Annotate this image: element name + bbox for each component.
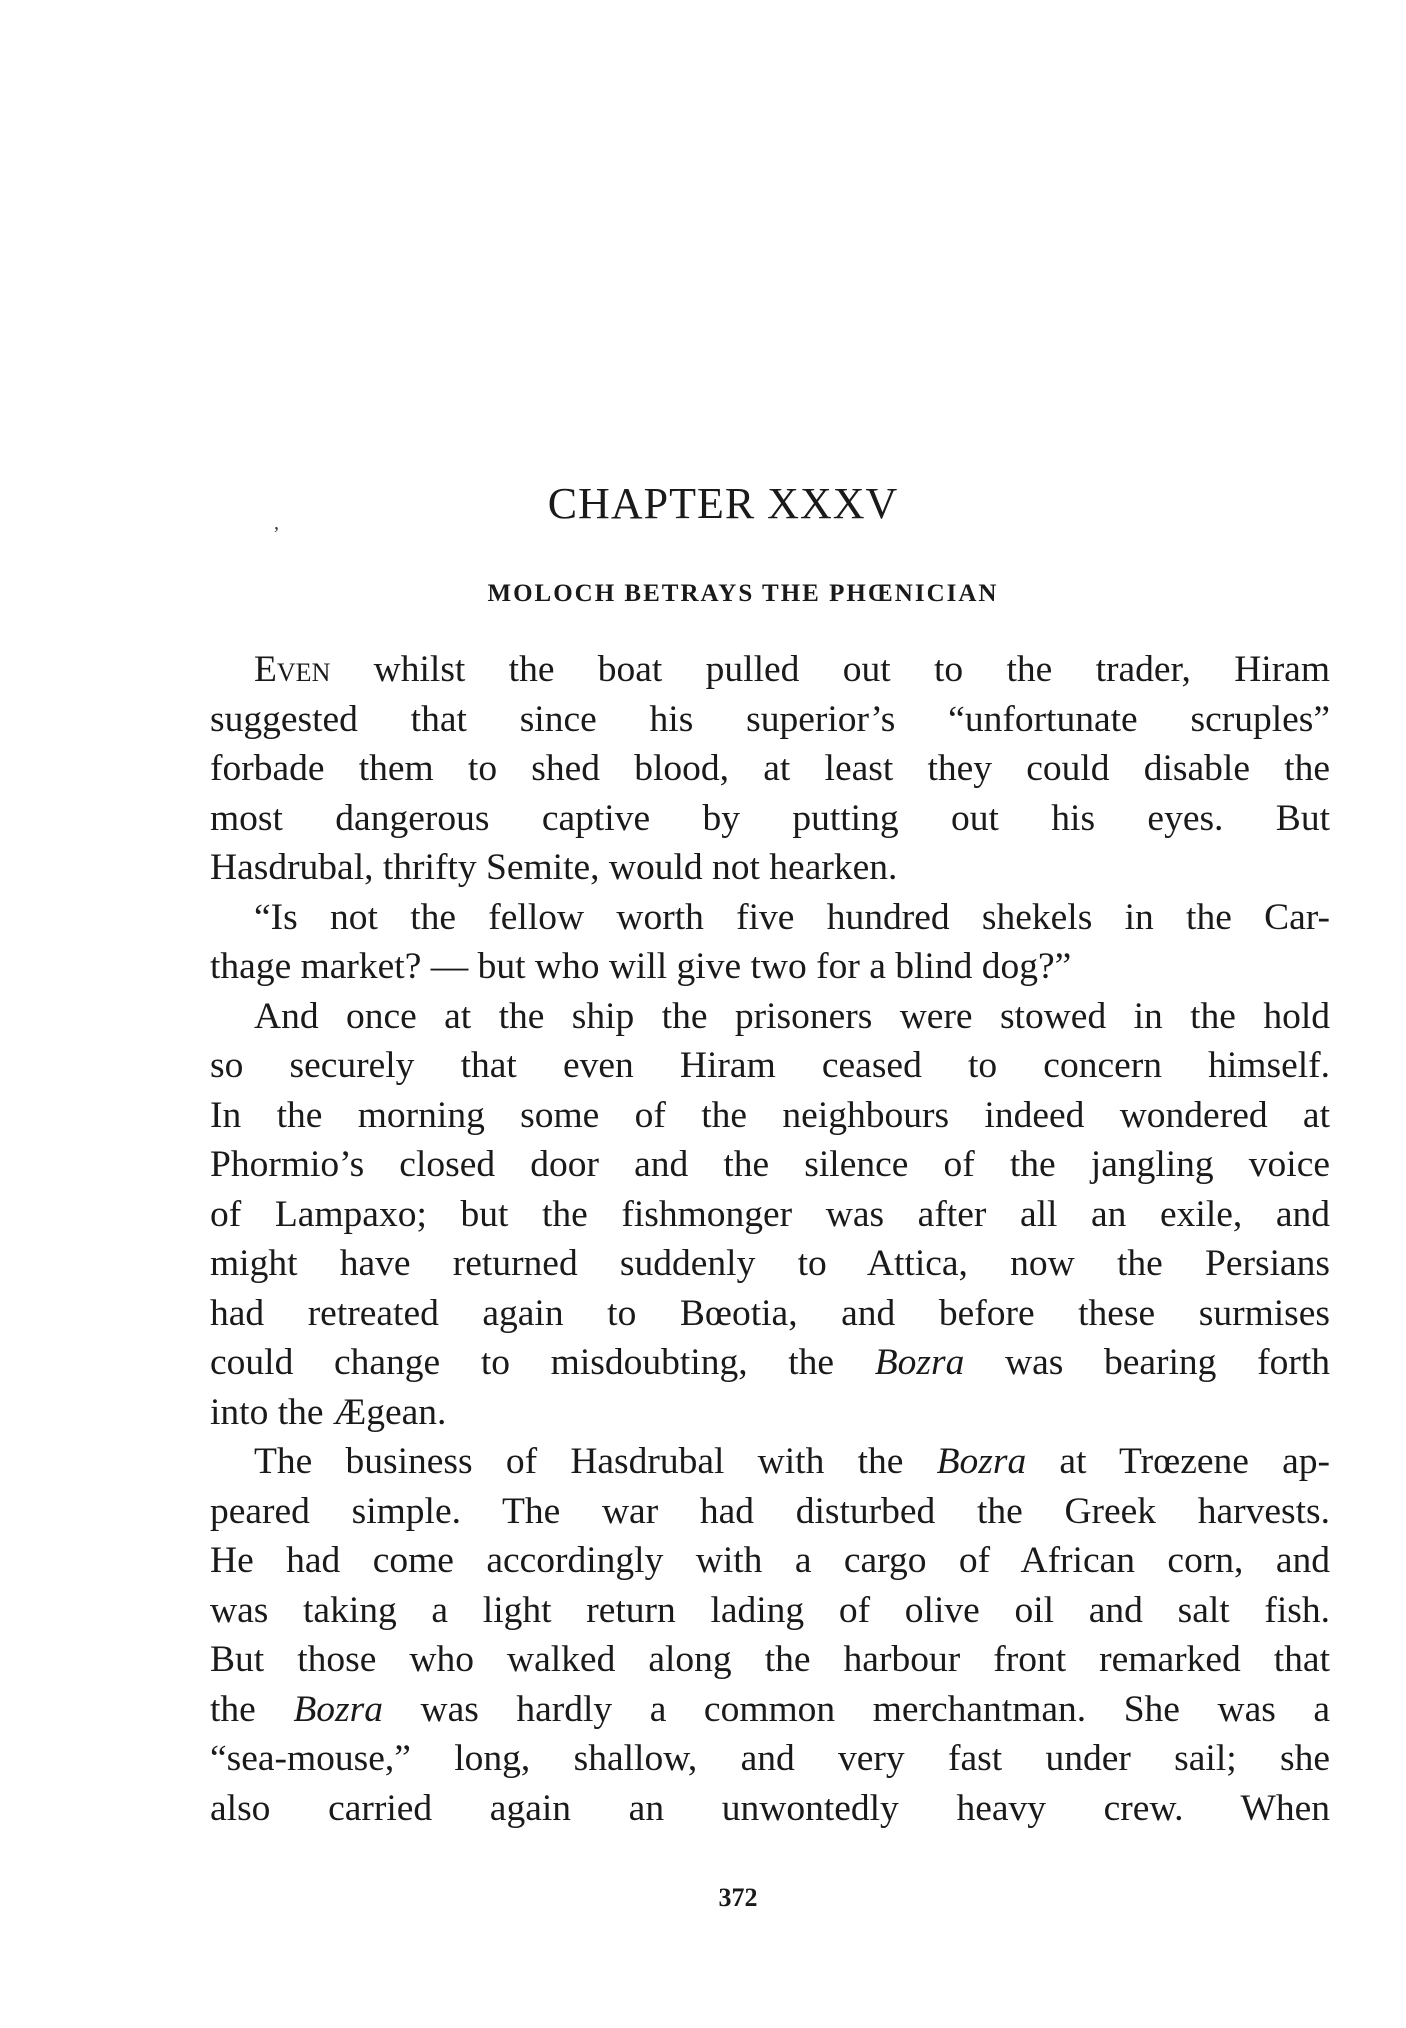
ship-name: Bozra — [936, 1441, 1027, 1482]
text-line: “Is not the fellow worth five hundred shekels in the Car- — [254, 896, 1330, 938]
text-line: might have returned suddenly to Attica, now the Persians — [210, 1243, 1330, 1284]
ship-name: Bozra — [874, 1342, 965, 1383]
text-line: had retreated again to Bœotia, and before these surmises — [210, 1292, 1330, 1334]
text-line-content: could change to misdoubting, the — [210, 1342, 875, 1383]
text-line: And once at the ship the prisoners were stowed in the hold — [254, 995, 1330, 1037]
ship-name: Bozra — [293, 1688, 383, 1730]
text-line: forbade them to shed blood, at least they could disable the — [210, 748, 1330, 789]
chapter-title: CHAPTER XXXV — [547, 479, 899, 528]
text-line-content: at Trœzene ap- — [1026, 1441, 1330, 1482]
text-line — [210, 1685, 1330, 1735]
text-line: into the Ægean. — [210, 1391, 447, 1433]
text-line: thage market? — but who will give two for a blind dog?” — [210, 946, 1072, 987]
text-line — [210, 645, 1330, 695]
text-line-content: was bearing forth — [964, 1342, 1330, 1383]
text-line: was taking a light return lading of olive oil and salt fish. — [210, 1589, 1330, 1631]
chapter-subtitle: MOLOCH BETRAYS THE PHŒNICIAN — [487, 580, 999, 607]
text-line: suggested that since his superior’s “unfortunate scruples” — [210, 698, 1330, 740]
text-line: peared simple. The war had disturbed the Greek harvests. — [210, 1490, 1330, 1532]
drop-word: Even — [254, 649, 331, 690]
text-line: In the morning some of the neighbours indeed wondered at — [210, 1094, 1330, 1136]
text-line: so securely that even Hiram ceased to concern himself. — [210, 1045, 1330, 1086]
text-line-content: The business of Hasdrubal with the — [254, 1441, 937, 1482]
chapter-body-text — [210, 645, 1330, 1833]
text-line: Hasdrubal, thrifty Semite, would not hearken. — [210, 847, 898, 888]
text-line-content: the — [210, 1688, 294, 1730]
text-line-content: whilst the boat pulled out to the trader, Hiram — [330, 649, 1330, 690]
text-line: He had come accordingly with a cargo of African corn, and — [210, 1540, 1330, 1581]
stray-ink-mark: , — [274, 512, 279, 534]
text-line — [210, 1437, 1330, 1487]
text-line: “sea-mouse,” long, shallow, and very fast under sail; she — [210, 1738, 1330, 1779]
text-line: of Lampaxo; but the fishmonger was after all an exile, and — [210, 1193, 1330, 1235]
text-line — [210, 1338, 1330, 1388]
text-line: But those who walked along the harbour front remarked that — [210, 1639, 1330, 1680]
text-line: also carried again an unwontedly heavy crew. When — [210, 1787, 1330, 1829]
text-line: most dangerous captive by putting out his eyes. But — [210, 797, 1330, 839]
page-number: 372 — [718, 1883, 758, 1912]
text-line: Phormio’s closed door and the silence of the jangling voice — [210, 1144, 1330, 1185]
text-line-content: was hardly a common merchantman. She was a — [382, 1688, 1330, 1730]
